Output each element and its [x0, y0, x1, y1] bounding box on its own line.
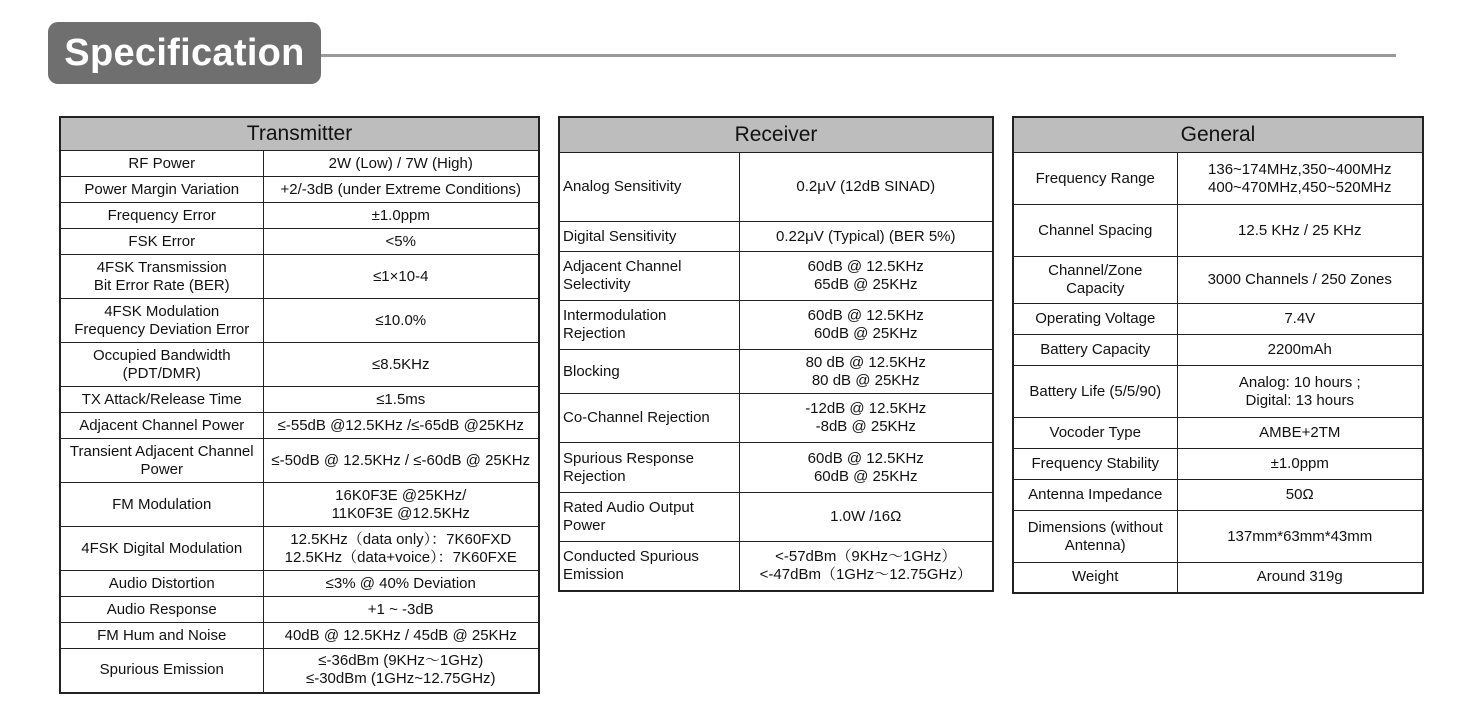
spec-value: 3000 Channels / 250 Zones	[1177, 257, 1423, 304]
spec-value: -12dB @ 12.5KHz -8dB @ 25KHz	[739, 394, 993, 443]
spec-label: Battery Life (5/5/90)	[1013, 366, 1177, 418]
spec-value: 80 dB @ 12.5KHz 80 dB @ 25KHz	[739, 350, 993, 394]
spec-label: Adjacent Channel Selectivity	[559, 252, 739, 301]
receiver-heading: Receiver	[559, 117, 993, 153]
spec-label: 4FSK Digital Modulation	[60, 527, 263, 571]
general-heading: General	[1013, 117, 1423, 153]
spec-value: <-57dBm（9KHz～1GHz） <-47dBm（1GHz～12.75GHz）	[739, 542, 993, 591]
spec-value: 1.0W /16Ω	[739, 493, 993, 542]
spec-value: ≤10.0%	[263, 299, 539, 343]
receiver-table	[558, 116, 994, 592]
spec-value: +2/-3dB (under Extreme Conditions)	[263, 177, 539, 203]
spec-label: Blocking	[559, 350, 739, 394]
spec-value: Analog: 10 hours ; Digital: 13 hours	[1177, 366, 1423, 418]
spec-label: Antenna Impedance	[1013, 480, 1177, 511]
spec-label: Frequency Stability	[1013, 449, 1177, 480]
spec-value: 60dB @ 12.5KHz 65dB @ 25KHz	[739, 252, 993, 301]
spec-label: Audio Response	[60, 597, 263, 623]
transmitter-table	[59, 116, 540, 694]
spec-value: 2200mAh	[1177, 335, 1423, 366]
spec-value: <5%	[263, 229, 539, 255]
page-header	[48, 22, 1396, 84]
spec-label: Rated Audio Output Power	[559, 493, 739, 542]
spec-value: ≤3% @ 40% Deviation	[263, 571, 539, 597]
spec-value: +1 ~ -3dB	[263, 597, 539, 623]
spec-value: 12.5 KHz / 25 KHz	[1177, 205, 1423, 257]
spec-label: Vocoder Type	[1013, 418, 1177, 449]
transmitter-heading: Transmitter	[60, 117, 539, 151]
spec-value: ≤-55dB @12.5KHz /≤-65dB @25KHz	[263, 413, 539, 439]
spec-label: Weight	[1013, 563, 1177, 593]
spec-value: AMBE+2TM	[1177, 418, 1423, 449]
spec-label: Transient Adjacent Channel Power	[60, 439, 263, 483]
spec-value: 7.4V	[1177, 304, 1423, 335]
spec-label: Occupied Bandwidth (PDT/DMR)	[60, 343, 263, 387]
spec-value: 40dB @ 12.5KHz / 45dB @ 25KHz	[263, 623, 539, 649]
spec-label: 4FSK Modulation Frequency Deviation Error	[60, 299, 263, 343]
title-divider	[321, 54, 1396, 57]
spec-label: Co-Channel Rejection	[559, 394, 739, 443]
spec-label: Spurious Response Rejection	[559, 443, 739, 493]
spec-value: 50Ω	[1177, 480, 1423, 511]
spec-label: Battery Capacity	[1013, 335, 1177, 366]
page-title: Specification	[48, 22, 321, 84]
spec-label: Dimensions (without Antenna)	[1013, 511, 1177, 563]
spec-label: Adjacent Channel Power	[60, 413, 263, 439]
spec-value: 0.2μV (12dB SINAD)	[739, 153, 993, 222]
spec-value: 60dB @ 12.5KHz 60dB @ 25KHz	[739, 301, 993, 350]
spec-value: 0.22μV (Typical) (BER 5%)	[739, 222, 993, 252]
spec-label: TX Attack/Release Time	[60, 387, 263, 413]
spec-value: ≤8.5KHz	[263, 343, 539, 387]
spec-value: 12.5KHz（data only）：7K60FXD 12.5KHz（data+voice）：7K60FXE	[263, 527, 539, 571]
spec-label: Operating Voltage	[1013, 304, 1177, 335]
spec-value: ≤1×10-4	[263, 255, 539, 299]
spec-label: RF Power	[60, 151, 263, 177]
spec-value: 16K0F3E @25KHz/ 11K0F3E @12.5KHz	[263, 483, 539, 527]
spec-value: ±1.0ppm	[1177, 449, 1423, 480]
spec-value: 60dB @ 12.5KHz 60dB @ 25KHz	[739, 443, 993, 493]
spec-label: Spurious Emission	[60, 649, 263, 693]
spec-label: Conducted Spurious Emission	[559, 542, 739, 591]
spec-value: 137mm*63mm*43mm	[1177, 511, 1423, 563]
spec-value: ≤1.5ms	[263, 387, 539, 413]
spec-value: ≤-36dBm (9KHz～1GHz) ≤-30dBm (1GHz~12.75GHz)	[263, 649, 539, 693]
spec-label: Channel/Zone Capacity	[1013, 257, 1177, 304]
spec-label: FSK Error	[60, 229, 263, 255]
spec-label: Audio Distortion	[60, 571, 263, 597]
spec-label: FM Modulation	[60, 483, 263, 527]
spec-label: Channel Spacing	[1013, 205, 1177, 257]
spec-label: Frequency Range	[1013, 153, 1177, 205]
spec-label: Analog Sensitivity	[559, 153, 739, 222]
spec-label: Power Margin Variation	[60, 177, 263, 203]
spec-value: Around 319g	[1177, 563, 1423, 593]
spec-label: 4FSK Transmission Bit Error Rate (BER)	[60, 255, 263, 299]
spec-value: ±1.0ppm	[263, 203, 539, 229]
spec-label: Frequency Error	[60, 203, 263, 229]
general-table	[1012, 116, 1424, 594]
spec-label: FM Hum and Noise	[60, 623, 263, 649]
spec-label: Intermodulation Rejection	[559, 301, 739, 350]
spec-value: ≤-50dB @ 12.5KHz / ≤-60dB @ 25KHz	[263, 439, 539, 483]
spec-value: 136~174MHz,350~400MHz 400~470MHz,450~520MHz	[1177, 153, 1423, 205]
spec-label: Digital Sensitivity	[559, 222, 739, 252]
spec-value: 2W (Low) / 7W (High)	[263, 151, 539, 177]
